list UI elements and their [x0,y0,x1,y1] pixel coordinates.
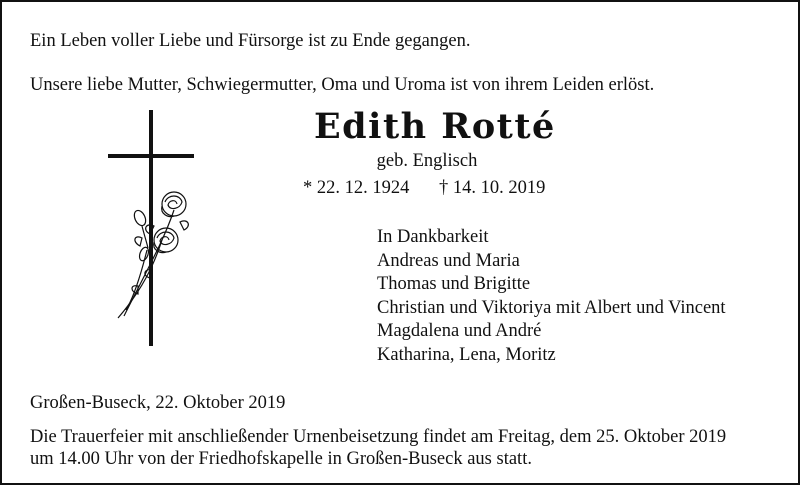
deceased-name: Edith Rotté [314,106,556,147]
cross-icon [108,110,194,346]
death-date: † 14. 10. 2019 [439,178,546,198]
mourner-line: In Dankbarkeit [377,227,489,247]
mourner-line: Katharina, Lena, Moritz [377,344,556,365]
funeral-line-2: um 14.00 Uhr von der Friedhofskapelle in Großen-Buseck aus statt. [30,449,532,469]
maiden-name: geb. Englisch [376,151,478,171]
mourner-line: Thomas und Brigitte [377,274,531,295]
mourner-line: Andreas und Maria [377,250,520,271]
intro-line-1: Ein Leben voller Liebe und Fürsorge ist zu Ende gegangen. [30,31,471,51]
intro-line-2: Unsere liebe Mutter, Schwiegermutter, Oma und Uroma ist von ihrem Leiden erlöst. [30,75,655,95]
mourner-line: Magdalena und André [377,321,542,342]
birth-date: * 22. 12. 1924 [303,178,410,198]
mourner-line: Christian und Viktoriya mit Albert und Vincent [377,297,726,318]
place-date: Großen-Buseck, 22. Oktober 2019 [30,393,286,413]
funeral-line-1: Die Trauerfeier mit anschließender Urnenbeisetzung findet am Freitag, dem 25. Oktober 2019 [30,427,727,447]
cross-with-roses-icon [102,110,202,346]
mourners-list [377,226,726,368]
roses-icon [118,192,188,318]
